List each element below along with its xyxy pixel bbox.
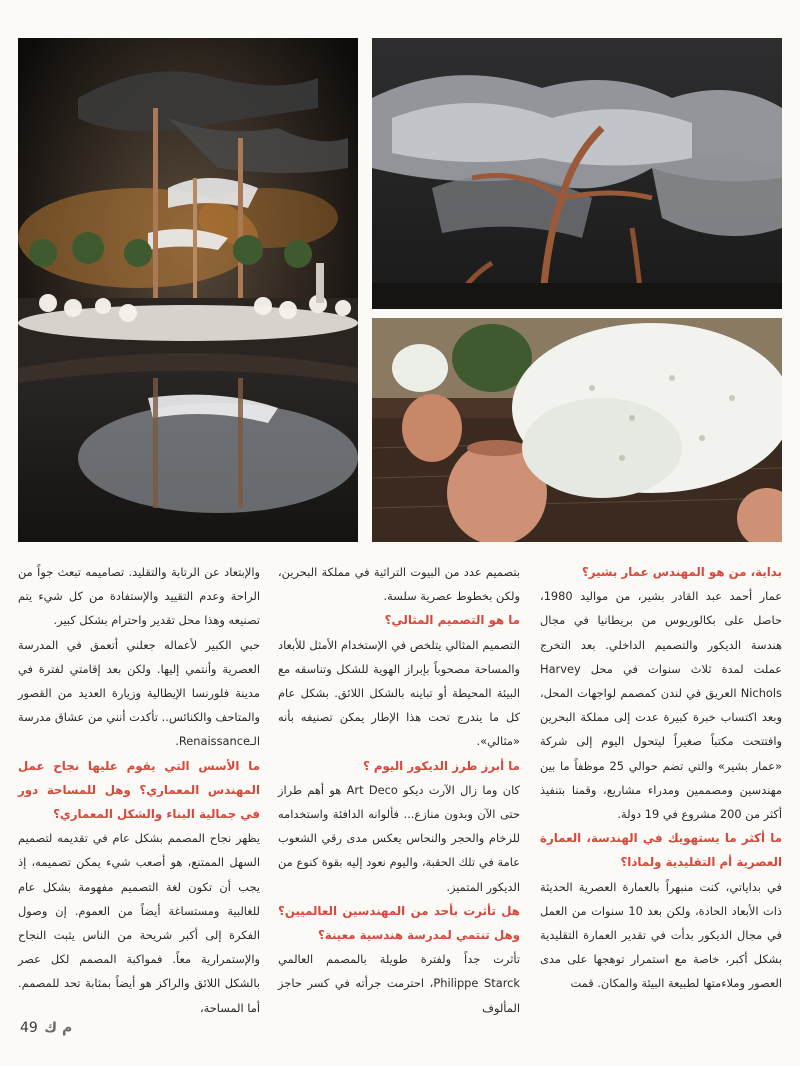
question-heading: بداية، من هو المهندس عمار بشير؟: [581, 565, 782, 579]
answer-paragraph: كان وما زال الآرت ديكو Art Deco هو أهم طراز حتى الآن وبدون منازع... فألوانه الدافئة واستخدامه للرخام والحجر والنحاس يعكس مدى رقي الشعوب عامة في تلك الحقبة، واليوم نعود إليه بقوة كنوع من الديكور المتميز.: [278, 782, 520, 894]
answer-paragraph: عمار أحمد عبد القادر بشير، من مواليد 1980، حاصل على بكالوريوس من بريطانيا في مجال هندسة الديكور والتصميم الداخلي. بعد التخرج عملت لمدة ثلاث سنوات في محل Harvey Nichols العريق في لندن كمصمم لواجهات المحل، وبعد اكتساب خبرة كبيرة عدت إلى مملكة البحرين وافتتحت مكتباً صغيراً ليتحول اليوم إلى شركة «عمار بشير» والتي تضم حوالي 25 موظفاً ما بين مهندسين ومصممين ومدراء مشاريع، وقمنا بتنفيذ أكثر من 200 مشروع في 19 دولة.: [540, 589, 782, 822]
answer-paragraph: التصميم المثالي يتلخص في الإستخدام الأمثل للأبعاد والمساحة مصحوباً بإبراز الهوية للشكل وتناسقه مع البيئة المحيطة أو تباينه بالشكل اللائق. بشكل عام كل ما يندرج تحت هذا الإطار يمكن تصنيفه بأنه «مثالي».: [278, 637, 520, 749]
article-column-middle: [278, 560, 520, 1020]
page-footer: [20, 1020, 72, 1036]
article-column-left: [18, 560, 260, 1020]
page-number: 49: [20, 1020, 38, 1036]
question-heading: هل تأثرت بأحد من المهندسين العالميين؟ وهل تنتمي لمدرسة هندسية معينة؟: [278, 903, 520, 943]
magazine-logo: م ك: [44, 1020, 73, 1036]
question-heading: ما أبرز طرز الديكور اليوم ؟: [362, 758, 520, 773]
urns-flowers-photo: [372, 318, 782, 542]
answer-paragraph: والإبتعاد عن الرتابة والتقليد. تصاميمه تبعث جواً من الراحة وعدم التقييد والإستفادة من كل شيء يتم تصنيعه وهذا محل تقدير واحترام بشكل كبير.: [18, 565, 260, 628]
question-heading: ما هو التصميم المثالي؟: [384, 613, 520, 628]
event-hall-photo: [18, 38, 358, 542]
article-column-right: [540, 560, 782, 996]
question-heading: ما أكثر ما يستهويك في الهندسة، العمارة العصرية أم التقليدية ولماذا؟: [540, 831, 782, 870]
crystal-canopy-photo: [372, 38, 782, 309]
answer-paragraph: حبي الكبير لأعماله جعلني أتعمق في المدرسة العصرية وأنتمي إليها. ولكن بعد إقامتي لفترة في مدينة فلورنسا الإيطالية وزيارة العديد من القصور والمتاحف والكنائس.. تأكدت أنني من عشاق مدرسة الـRenaissance.: [18, 637, 260, 749]
question-heading: ما الأسس التي يقوم عليها نجاح عمل المهندس المعماري؟ وهل للمساحة دور في جمالية البناء والشكل المعماري؟: [18, 758, 260, 822]
answer-paragraph: تأثرت جداً ولفترة طويلة بالمصمم العالمي Philippe Starck، احترمت جرأته في كسر حاجز المألوف: [278, 952, 520, 1015]
answer-paragraph: بتصميم عدد من البيوت التراثية في مملكة البحرين، ولكن بخطوط عصرية سلسة.: [278, 565, 520, 604]
answer-paragraph: يظهر نجاح المصمم بشكل عام في تقديمه لتصميم السهل الممتنع، هو أصعب شيء يمكن تصميمه، إذ يجب أن تكون لغة التصميم مفهومة بشكل عام للغالبية ومستساغة أيضاً من العموم. إن وصول الفكرة إلى أكبر شريحة من الناس يثبت النجاح والإستمرارية معاً. فمواكبة المصمم لكل عصر بالشكل اللائق والراكز هو أيضاً بمثابة تحد للمصمم. أما المساحة،: [18, 831, 260, 1015]
answer-paragraph: في بداياتي، كنت منبهراً بالعمارة العصرية الحديثة ذات الأبعاد الحادة، ولكن بعد 10 سنوات من العمل في مجال الديكور بدأت في تقدير العمارة التقليدية بشكل أكبر، خاصة مع استمرار توهجها على مدى العصور وملاءمتها لطبيعة البيئة والمكان. قمت: [540, 879, 782, 991]
